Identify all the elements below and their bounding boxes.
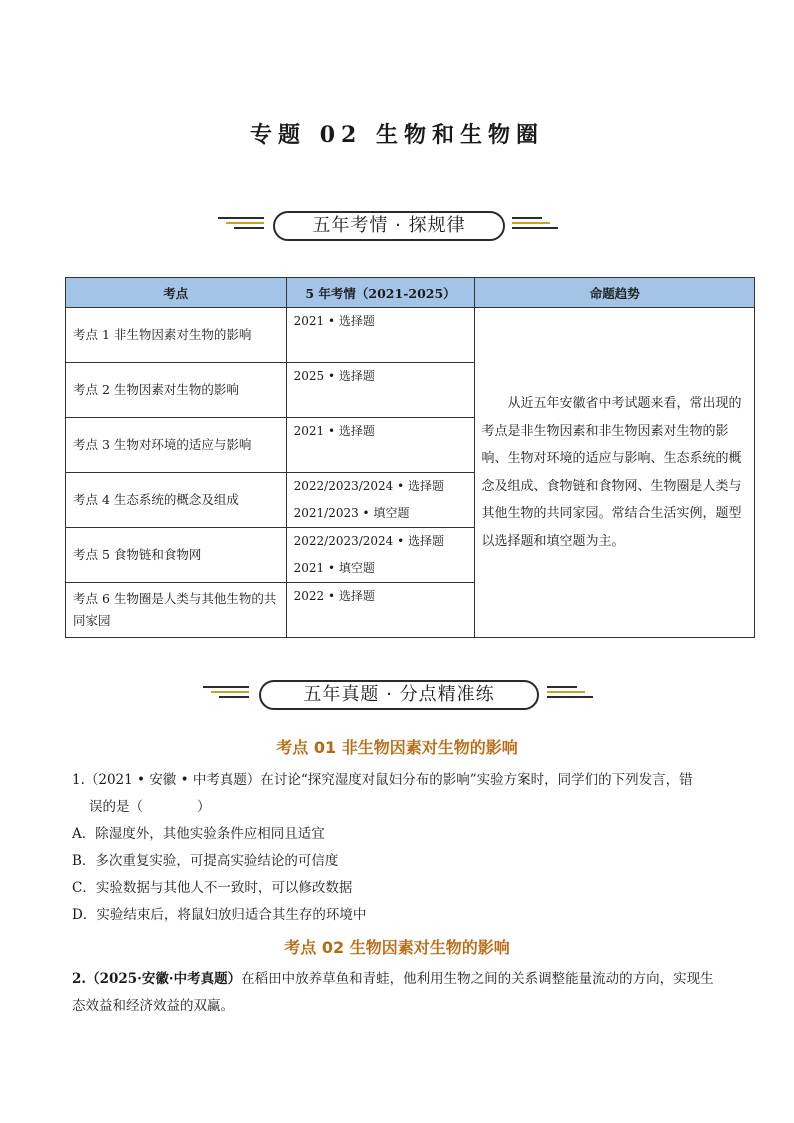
trend-cell: 从近五年安徽省中考试题来看，常出现的考点是非生物因素和非生物因素对生物的影响、生物对环境的适应与影响、生态系统的概念及组成、食物链和食物网、生物圈是人类与其他生物的共同家园。常结合生活实例，题型以选择题和填空题为主。 bbox=[475, 308, 755, 638]
question-1 bbox=[72, 767, 732, 929]
topic-cell: 考点 1 非生物因素对生物的影响 bbox=[66, 308, 287, 363]
year-entry: 2022 • 选择题 bbox=[293, 589, 375, 603]
banner-deco-left bbox=[203, 686, 249, 701]
banner-deco-right bbox=[512, 217, 558, 232]
question-stem-cont: 态效益和经济效益的双赢。 bbox=[72, 998, 234, 1014]
header-topic: 考点 bbox=[66, 278, 287, 308]
topic-cell: 考点 4 生态系统的概念及组成 bbox=[66, 473, 287, 528]
year-entry: 2021 • 填空题 bbox=[293, 561, 375, 575]
option-d: D．实验结束后，将鼠妇放归适合其生存的环境中 bbox=[72, 907, 367, 923]
question-2 bbox=[72, 966, 732, 1020]
years-cell bbox=[286, 308, 475, 363]
question-stem: 1.（2021 • 安徽 • 中考真题）在讨论“探究湿度对鼠妇分布的影响”实验方案时，同学们的下列发言，错 bbox=[72, 772, 693, 788]
year-entry: 2021 • 选择题 bbox=[293, 424, 375, 438]
option-b: B．多次重复实验，可提高实验结论的可信度 bbox=[72, 853, 339, 869]
topic-cell: 考点 5 食物链和食物网 bbox=[66, 528, 287, 583]
option-a: A．除湿度外，其他实验条件应相同且适宜 bbox=[72, 826, 325, 842]
year-entry: 2021 • 选择题 bbox=[293, 314, 375, 328]
topic-cell: 考点 2 生物因素对生物的影响 bbox=[66, 363, 287, 418]
banner-five-year-trends bbox=[0, 209, 794, 243]
question-source: 2.（2025·安徽·中考真题） bbox=[72, 971, 242, 987]
option-c: C．实验数据与其他人不一致时，可以修改数据 bbox=[72, 880, 353, 896]
years-cell bbox=[286, 583, 475, 638]
years-cell bbox=[286, 473, 475, 528]
question-text: 在稻田中放养草鱼和青蛙，他利用生物之间的关系调整能量流动的方向，实现生 bbox=[241, 971, 714, 987]
banner-label: 五年考情 · 探规律 bbox=[273, 211, 505, 241]
document-title: 专题 02 生物和生物圈 bbox=[250, 122, 544, 148]
years-cell bbox=[286, 418, 475, 473]
table-header-row bbox=[66, 278, 755, 308]
header-trend: 命题趋势 bbox=[475, 278, 755, 308]
banner-deco-right bbox=[547, 686, 593, 701]
section-heading-1: 考点 01 非生物因素对生物的影响 bbox=[276, 738, 518, 757]
year-entry: 2025 • 选择题 bbox=[293, 369, 375, 383]
banner-label: 五年真题 · 分点精准练 bbox=[259, 680, 539, 710]
year-entry: 2021/2023 • 填空题 bbox=[293, 506, 410, 520]
year-entry: 2022/2023/2024 • 选择题 bbox=[293, 479, 445, 493]
years-cell bbox=[286, 363, 475, 418]
table-row bbox=[66, 308, 755, 363]
header-years: 5 年考情（2021-2025） bbox=[286, 278, 475, 308]
topic-cell: 考点 3 生物对环境的适应与影响 bbox=[66, 418, 287, 473]
section-heading-2: 考点 02 生物因素对生物的影响 bbox=[284, 938, 510, 957]
question-stem-cont: 误的是（ ） bbox=[89, 799, 211, 815]
years-cell bbox=[286, 528, 475, 583]
exam-summary-table bbox=[65, 277, 755, 638]
question-stem bbox=[72, 966, 732, 993]
banner-deco-left bbox=[218, 217, 264, 232]
topic-cell: 考点 6 生物圈是人类与其他生物的共同家园 bbox=[66, 583, 287, 638]
year-entry: 2022/2023/2024 • 选择题 bbox=[293, 534, 445, 548]
banner-five-year-exams bbox=[0, 678, 794, 712]
